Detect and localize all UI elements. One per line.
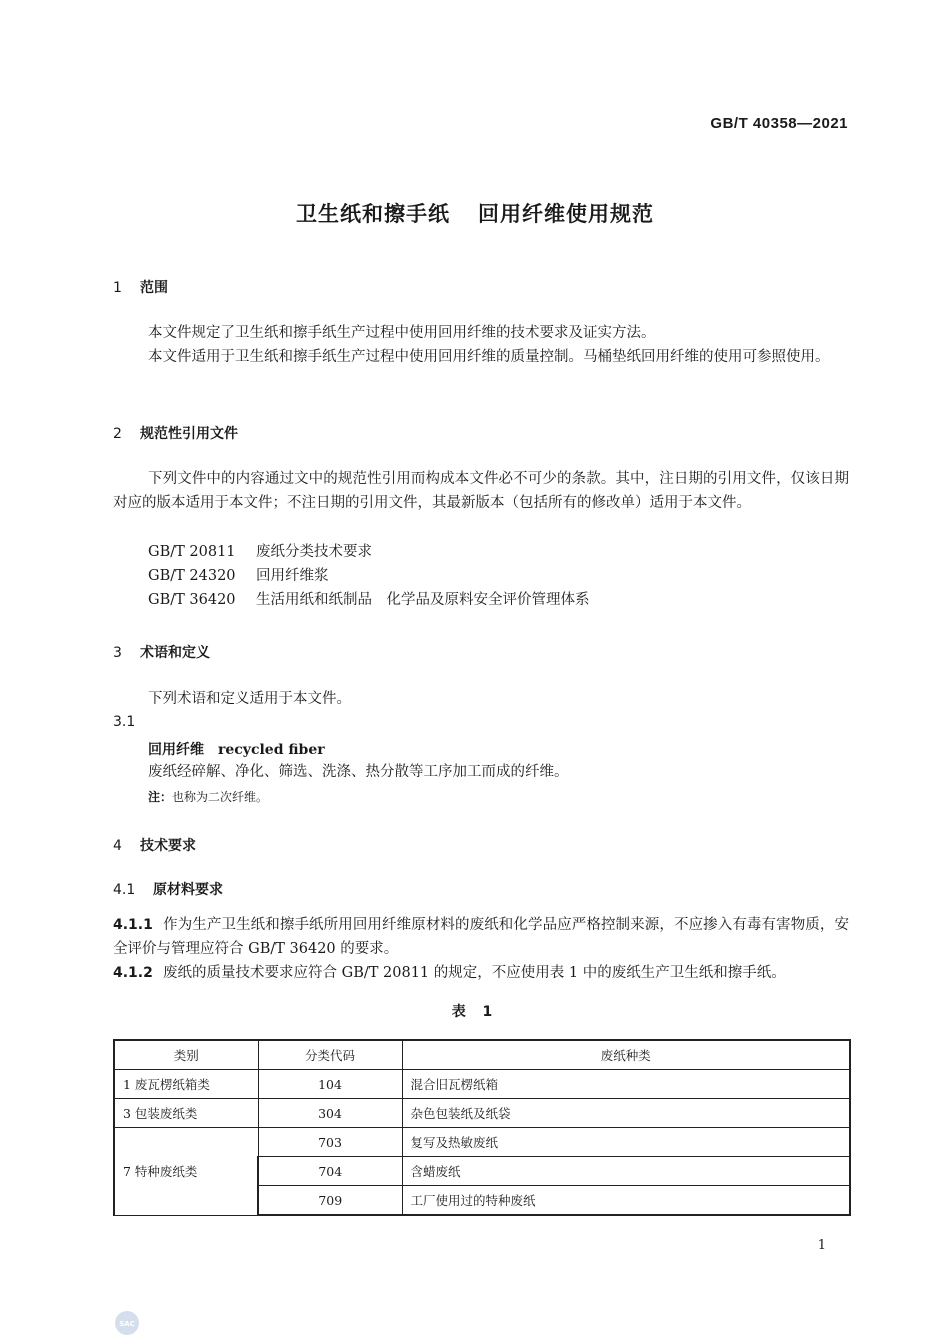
clause-4-1-2: 4.1.2 废纸的质量技术要求应符合 GB/T 20811 的规定，不应使用表 1 中的废纸生产卫生纸和擦手纸。 <box>113 965 786 981</box>
cell-type: 混合旧瓦楞纸箱 <box>402 1070 850 1099</box>
cell-code: 703 <box>258 1128 402 1157</box>
term-english: recycled fiber <box>218 742 325 758</box>
clause-4-1-1: 4.1.1 作为生产卫生纸和擦手纸所用回用纤维原材料的废纸和化学品应严格控制来源，不应掺入有毒有害物质，安全评价与管理应符合 GB/T 36420 的要求。 <box>113 917 849 957</box>
cell-category: 1 废瓦楞纸箱类 <box>114 1070 258 1099</box>
cell-code: 304 <box>258 1099 402 1128</box>
title-part-2: 回用纤维使用规范 <box>478 202 654 226</box>
term-definition: 废纸经碎解、净化、筛选、洗涤、热分散等工序加工而成的纤维。 <box>148 764 569 780</box>
cell-category: 3 包装废纸类 <box>114 1099 258 1128</box>
normative-reference: GB/T 20811 废纸分类技术要求 <box>148 544 372 560</box>
normative-reference: GB/T 36420 生活用纸和纸制品 化学品及原料安全评价管理体系 <box>148 592 590 608</box>
document-title <box>0 198 950 228</box>
cell-type: 含蜡废纸 <box>402 1157 850 1186</box>
sac-watermark-logo <box>114 1310 140 1336</box>
term-entry <box>148 739 325 759</box>
normative-reference: GB/T 24320 回用纤维浆 <box>148 568 329 584</box>
table-caption: 表 1 <box>451 1004 499 1020</box>
svg-text:SAC: SAC <box>119 1320 135 1328</box>
cell-code: 709 <box>258 1186 402 1216</box>
table-row <box>114 1128 850 1157</box>
cell-category: 7 特种废纸类 <box>114 1128 258 1216</box>
term-chinese: 回用纤维 <box>148 742 204 758</box>
standard-number: GB/T 40358—2021 <box>710 115 848 132</box>
subsection-4-1-heading: 4.1 原材料要求 <box>113 882 223 898</box>
column-header-code: 分类代码 <box>258 1040 402 1070</box>
page-number: 1 <box>817 1238 826 1253</box>
column-header-category: 类别 <box>114 1040 258 1070</box>
section-4-heading: 4 技术要求 <box>113 838 196 854</box>
table-row <box>114 1070 850 1099</box>
title-part-1: 卫生纸和擦手纸 <box>296 202 450 226</box>
section-3-paragraph: 下列术语和定义适用于本文件。 <box>148 691 351 707</box>
cell-type: 工厂使用过的特种废纸 <box>402 1186 850 1216</box>
table-row <box>114 1099 850 1128</box>
cell-code: 104 <box>258 1070 402 1099</box>
section-1-paragraph-2: 本文件适用于卫生纸和擦手纸生产过程中使用回用纤维的质量控制。马桶垫纸回用纤维的使用可参照使用。 <box>148 349 830 365</box>
table-header-row <box>114 1040 850 1070</box>
term-note: 注：也称为二次纤维。 <box>148 790 269 804</box>
section-1-heading: 1 范围 <box>113 280 168 296</box>
column-header-type: 废纸种类 <box>402 1040 850 1070</box>
section-3-heading: 3 术语和定义 <box>113 645 210 661</box>
section-2-heading: 2 规范性引用文件 <box>113 426 238 442</box>
cell-type: 杂色包装纸及纸袋 <box>402 1099 850 1128</box>
section-2-paragraph: 下列文件中的内容通过文中的规范性引用而构成本文件必不可少的条款。其中，注日期的引用文件，仅该日期对应的版本适用于本文件；不注日期的引用文件，其最新版本（包括所有的修改单）适用于本文件。 <box>113 471 849 511</box>
cell-type: 复写及热敏废纸 <box>402 1128 850 1157</box>
cell-code: 704 <box>258 1157 402 1186</box>
waste-paper-table <box>113 1039 851 1216</box>
clause-number: 3.1 <box>113 714 136 730</box>
section-1-paragraph-1: 本文件规定了卫生纸和擦手纸生产过程中使用回用纤维的技术要求及证实方法。 <box>148 325 656 341</box>
